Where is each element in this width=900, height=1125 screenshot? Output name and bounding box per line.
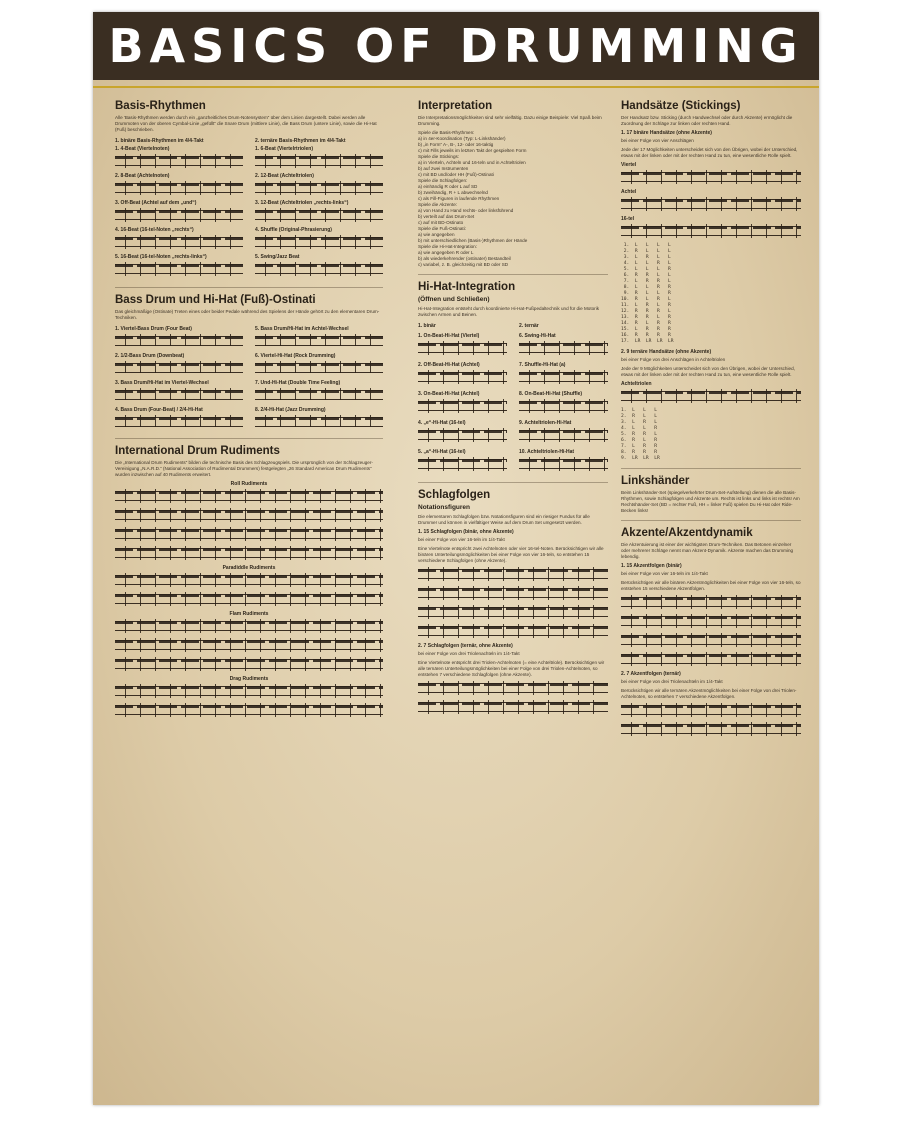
- notation-staff: [418, 605, 608, 619]
- column-middle: [418, 100, 608, 719]
- notation-staff: [418, 370, 507, 384]
- divider: [621, 520, 801, 521]
- hihat-item: [418, 389, 507, 418]
- notation-staff: [115, 415, 243, 427]
- bass-item: [255, 378, 383, 405]
- notation-staff: [621, 170, 801, 184]
- achtel-label: Achtel: [621, 189, 637, 195]
- notation-staff: [621, 722, 801, 736]
- sechzehntel-label: 16-tel: [621, 216, 635, 222]
- bass-item: [115, 351, 243, 378]
- basis-ternary-heading: 2. ternäre Basis-Rhythmen im 4/4-Takt: [255, 138, 346, 144]
- schlagfolgen-h1-text: Eine Viertelnote entspricht zwei Achtelnoten oder vier 16-tel-Noten. Berücksichtigen wir alle binären Unterteilungsmöglichkeiten bei einer Folge von vier 16-teln, so entstehen 15 verschiedene Schlagfolgen (ohne Akzente).: [418, 546, 604, 563]
- interpretation-line: b) verteilt auf das Drum-Set: [418, 214, 475, 219]
- hihat-item: [418, 418, 507, 447]
- notation-staff: [115, 619, 383, 633]
- notation-staff: [621, 633, 801, 647]
- bass-title: Bass Drum und Hi-Hat (Fuß)-Ostinati: [115, 294, 316, 306]
- basis-ternary: [255, 136, 383, 281]
- basis-grid: [115, 136, 383, 281]
- hihat-binary-heading: 1. binär: [418, 323, 436, 329]
- notation-staff: [115, 262, 243, 276]
- hihat-item: [519, 447, 608, 476]
- interpretation-line: a) in 4er-Koordination (Typ: L-Linkshänder): [418, 136, 506, 141]
- notation-staff: [255, 154, 383, 168]
- interpretation-line: a) in Vierteln, Achteln und 16-teln und in Achteltriolen: [418, 160, 526, 165]
- interpretation-line: Spiele die Hi-Hat-Integration:: [418, 244, 477, 249]
- bass-item-label: 2. 1/2-Bass Drum (Downbeat): [115, 353, 185, 359]
- bass-item-label: 4. Bass Drum (Four-Beat) / 2/4-Hi-Hat: [115, 407, 203, 413]
- notation-staff: [255, 388, 383, 400]
- sticking-table-ternary: 1. L L L 2. R L L 3. L R L 4. L L R 5. R R L 6. R L R 7. L R R 8. R R R 9. LR LR LR: [621, 408, 660, 461]
- hihat-item-label: 10. Achteltriolen-Hi-Hat: [519, 449, 575, 455]
- basis-binary-heading: 1. binäre Basis-Rhythmen im 4/4-Takt: [115, 138, 204, 144]
- bass-item: [255, 324, 383, 351]
- akzente-h1-sub: bei einer Folge von vier 16-teln im 1/4-Takt: [621, 571, 708, 576]
- hihat-item-label: 5. „a“-Hi-Hat (16-tel): [418, 449, 466, 455]
- viertel-label: Viertel: [621, 162, 637, 168]
- basis-title: Basis-Rhythmen: [115, 100, 206, 112]
- paradiddle-rudiments-heading: Paradiddle Rudiments: [222, 565, 276, 571]
- notation-staff: [519, 428, 608, 442]
- notation-staff: [115, 388, 243, 400]
- notation-staff: [115, 527, 383, 541]
- interpretation-line: c) variabel, z. B. gleichzeitig mit BD oder SD: [418, 262, 509, 267]
- interpretation-line: Spiele die Fuß-Ostinati:: [418, 226, 466, 231]
- interpretation-line: b) auf zwei Instrumenten: [418, 166, 469, 171]
- bass-item: [115, 378, 243, 405]
- hihat-text: Hi-Hat-Integration entsteht durch koordinierte Hi-Hat-Fußpedaltechnik und für die Motorik zwischen Armen und Beinen.: [418, 306, 600, 317]
- title-rule: [93, 86, 819, 88]
- notation-staff: [519, 370, 608, 384]
- akzente-h2-sub: bei einer Folge von drei Triolenachteln im 1/4-Takt: [621, 679, 723, 684]
- interpretation-line: c) auf mit BD-Ostinato: [418, 220, 464, 225]
- interpretation-line: Spiele die Akzente:: [418, 202, 458, 207]
- handsaetze-text: Der Handsatz bzw. Sticking (durch Handwechsel oder durch Akzente) ermöglicht die Zuordnung der Schläge zur linken oder rechten Hand.: [621, 115, 793, 126]
- handsaetze-h2-text: Jede der 9 Möglichkeiten unterscheidet sich von den Übrigen, wobei der Unterschied, etwas mit der linken oder mit der rechten Hand zu tun, eine wesentliche Rolle spielt.: [621, 366, 795, 377]
- bass-item-label: 7. Und-Hi-Hat (Double Time Feeling): [255, 380, 341, 386]
- notation-staff: [115, 361, 243, 373]
- basis-binary: [115, 136, 243, 281]
- notation-staff: [519, 457, 608, 471]
- handsaetze-h2: 2. 9 ternäre Handsätze (ohne Akzente): [621, 349, 712, 355]
- bass-item: [115, 324, 243, 351]
- notation-staff: [115, 235, 243, 249]
- notation-staff: [418, 624, 608, 638]
- divider: [621, 468, 801, 469]
- hihat-item-label: 2. Off-Beat-Hi-Hat (Achtel): [418, 362, 480, 368]
- notation-staff: [255, 235, 383, 249]
- bass-item: [255, 405, 383, 432]
- notation-staff: [115, 592, 383, 606]
- notation-staff: [418, 700, 608, 714]
- interpretation-line: b) als wiederkehrender (ostinater) Bestandteil: [418, 256, 511, 261]
- hihat-item: [418, 360, 507, 389]
- interpretation-line: b) mit unterschiedlichen (Basis-)Rhythmen der Hände: [418, 238, 528, 243]
- notation-staff: [115, 181, 243, 195]
- hihat-item: [519, 360, 608, 389]
- divider: [115, 287, 383, 288]
- poster: [93, 12, 819, 1105]
- bass-item-label: 8. 2/4-Hi-Hat (Jazz Drumming): [255, 407, 326, 413]
- hihat-item: [519, 331, 608, 360]
- interpretation-line: Spiele die Schlagfolgen:: [418, 178, 468, 183]
- rudiments-title: International Drum Rudiments: [115, 445, 280, 457]
- notation-staff: [418, 457, 507, 471]
- notation-staff: [115, 684, 383, 698]
- bass-grid: [115, 324, 383, 432]
- schlagfolgen-text: Die elementaren Schlagfolgen bzw. Notationsfiguren sind ein riesiger Fundus für alle Drummer und können in vielfältiger Weise auf dem Drum Set umgesetzt werden.: [418, 514, 590, 525]
- notation-staff: [418, 399, 507, 413]
- bass-item-label: 1. Viertel-Bass Drum (Four Beat): [115, 326, 192, 332]
- bass-text: Das gleichmäßige (Ostinate) Treten eines oder beider Pedale während des Spielens der Hände gehört zu den elementaren Drum-Techniken.: [115, 309, 380, 320]
- notation-staff: [621, 224, 801, 238]
- notation-staff: [115, 508, 383, 522]
- hihat-item-label: 4. „e“-Hi-Hat (16-tel): [418, 420, 466, 426]
- notation-staff: [255, 334, 383, 346]
- handsaetze-h1: 1. 17 binäre Handsätze (ohne Akzente): [621, 130, 712, 136]
- notation-staff: [115, 703, 383, 717]
- linkshaender-title: Linkshänder: [621, 475, 690, 487]
- notation-staff: [255, 262, 383, 276]
- hihat-grid: [418, 321, 608, 476]
- basis-item: 1. 4-Beat (Viertelnoten): [115, 146, 170, 152]
- interpretation-list: [418, 130, 608, 268]
- basis-item: 2. 12-Beat (Achteltriolen): [255, 173, 314, 179]
- notation-staff: [621, 197, 801, 211]
- interpretation-line: c) mit Fills jeweils im letzten Takt der gespielten Form: [418, 148, 527, 153]
- interpretation-line: Spiele die Basis-Rhythmen:: [418, 130, 475, 135]
- hihat-item-label: 1. On-Beat-Hi-Hat (Viertel): [418, 333, 480, 339]
- sticking-table-binary: 1. L L L L 2. R L L L 3. L R L L 4. L L R L 5. L L L R 6. R R L L 7. L R R L 8. L L R R 9. R L L R 10. R L R L 11. L R L R 12. R R R L 13. R R L R 14. R L R R 15. L R R R 16. R R R R 17. LR LR LR LR: [621, 243, 674, 344]
- drag-rudiments-heading: Drag Rudiments: [229, 676, 269, 682]
- akzente-h2-text: Berücksichtigen wir alle ternären Akzentmöglichkeiten bei einer Folge von drei Triolen-Achtelnoten, so entstehen 7 verschiedene Akzentfolgen.: [621, 688, 797, 699]
- notation-staff: [255, 361, 383, 373]
- title-banner: [93, 12, 819, 80]
- notation-staff: [621, 389, 801, 403]
- notation-staff: [621, 652, 801, 666]
- bass-item-label: 5. Bass Drum/Hi-Hat im Achtel-Wechsel: [255, 326, 349, 332]
- basis-item: 4. 16-Beat (16-tel-Noten „rechts“): [115, 227, 194, 233]
- interpretation-line: b) zweihändig, R + L abwechselnd: [418, 190, 488, 195]
- hihat-item-label: 3. On-Beat-Hi-Hat (Achtel): [418, 391, 480, 397]
- basis-item: 4. Shuffle (Original-Phrasierung): [255, 227, 332, 233]
- handsaetze-h1-text: Jede der 17 Möglichkeiten unterscheidet sich von den Übrigen, wobei der Unterschied, etwas mit der linken oder mit der rechten Hand zu tun, eine wesentliche Rolle spielt.: [621, 147, 798, 158]
- basis-item: 5. 16-Beat (16-tel-Noten „rechts-links“): [115, 254, 207, 260]
- notation-staff: [115, 208, 243, 222]
- interpretation-line: b) „in Form“ A-, B-, 12- oder 16-taktig: [418, 142, 494, 147]
- notation-staff: [115, 489, 383, 503]
- akzente-title: Akzente/Akzentdynamik: [621, 527, 753, 539]
- handsaetze-h2-sub: bei einer Folge von drei Anschlägen in Achteltriolen: [621, 357, 726, 362]
- schlagfolgen-h2-sub: bei einer Folge von drei Triolenachteln im 1/4-Takt: [418, 651, 520, 656]
- notation-staff: [115, 154, 243, 168]
- bass-item-label: 3. Bass Drum/Hi-Hat im Viertel-Wechsel: [115, 380, 209, 386]
- notation-staff: [621, 703, 801, 717]
- interpretation-text: Die Interpretationsmöglichkeiten sind sehr vielfältig. Dazu einige Beispiele: Viel Spaß beim Drumming.: [418, 115, 602, 126]
- bass-item: [255, 351, 383, 378]
- divider: [418, 274, 608, 275]
- divider: [418, 482, 608, 483]
- hihat-item-label: 7. Shuffle-Hi-Hat (a): [519, 362, 566, 368]
- notation-staff: [255, 415, 383, 427]
- notation-staff: [115, 573, 383, 587]
- interpretation-line: a) von Hand zu Hand rechts- oder linksführend: [418, 208, 514, 213]
- notation-staff: [418, 567, 608, 581]
- notation-staff: [115, 657, 383, 671]
- bass-item: [115, 405, 243, 432]
- hihat-item: [519, 418, 608, 447]
- interpretation-line: Spiele die Stickings:: [418, 154, 460, 159]
- column-right: [621, 100, 801, 741]
- hihat-item-label: 8. On-Beat-Hi-Hat (Shuffle): [519, 391, 583, 397]
- roll-rudiments-heading: Roll Rudiments: [230, 481, 268, 487]
- schlagfolgen-h1-sub: bei einer Folge von vier 16-teln im 1/4-Takt: [418, 537, 505, 542]
- interpretation-line: c) als Fill-Figuren in laufende Rhythmen: [418, 196, 500, 201]
- linkshaender-text: Beim Linkshänder-Set (spiegelverkehrter Drum-Set-Aufstellung) dienen die alle Basis-Rhythmen, sowie Schlagfolgen und Akzente um. Rechts ist links und links ist rechts! Am Rechtshänder-Set (BD = rechter Fuß, HH = linker Fuß) spielen Du Hi-Hat oder Ride-Becken links!: [621, 490, 800, 513]
- interpretation-title: Interpretation: [418, 100, 493, 112]
- schlagfolgen-subtitle: Notationsfiguren: [418, 504, 470, 511]
- hihat-title: Hi-Hat-Integration: [418, 281, 516, 293]
- hihat-ternary-heading: 2. ternär: [519, 323, 539, 329]
- notation-staff: [418, 681, 608, 695]
- notation-staff: [418, 341, 507, 355]
- basis-item: 3. Off-Beat (Achtel auf dem „und“): [115, 200, 197, 206]
- notation-staff: [115, 334, 243, 346]
- notation-staff: [519, 399, 608, 413]
- notation-staff: [621, 614, 801, 628]
- notation-staff: [115, 546, 383, 560]
- interpretation-line: a) wie angegeben R oder L: [418, 250, 474, 255]
- hihat-item: [418, 331, 507, 360]
- notation-staff: [255, 208, 383, 222]
- handsaetze-title: Handsätze (Stickings): [621, 100, 741, 112]
- column-left: [115, 100, 383, 722]
- akzente-h1-text: Berücksichtigen wir alle binären Akzentmöglichkeiten bei einer Folge von vier 16-teln, so entstehen 15 verschiedene Akzentfolgen.: [621, 580, 801, 591]
- schlagfolgen-h2-text: Eine Viertelnote entspricht drei Triolen-Achtelnoten (= eine Achteltriole). Berücksichtigen wir alle ternären Unterteilungsmöglichkeiten bei einer Folge von drei Triolen-Achtelnoten, so entstehen 7 verschiedene Schlagfolgen (ohne Akzente).: [418, 660, 605, 677]
- akzente-text: Die Akzentuierung ist einer der wichtigsten Drum-Techniken. Das Betonen einzelner oder mehrerer Schläge nennt man Akzent-Dynamik. Akzente machen das Drumming lebendig.: [621, 542, 794, 559]
- notation-staff: [255, 181, 383, 195]
- basis-item: 1. 6-Beat (Viertelrtriolen): [255, 146, 313, 152]
- basis-item: 5. Swing/Jazz Beat: [255, 254, 300, 260]
- divider: [115, 438, 383, 439]
- interpretation-line: a) wie angegeben: [418, 232, 455, 237]
- notation-staff: [418, 428, 507, 442]
- hihat-item-label: 6. Swing-Hi-Hat: [519, 333, 556, 339]
- achteltriolen-label: Achteltriolen: [621, 381, 652, 387]
- hihat-item-label: 9. Achteltriolen-Hi-Hat: [519, 420, 572, 426]
- interpretation-line: c) mit BD und/oder HH (Fuß)-Ostinati: [418, 172, 494, 177]
- hihat-subtitle: (Öffnen und Schließen): [418, 296, 490, 303]
- notation-staff: [418, 586, 608, 600]
- flam-rudiments-heading: Flam Rudiments: [229, 611, 269, 617]
- interpretation-line: a) einhändig R oder L auf SD: [418, 184, 478, 189]
- schlagfolgen-h1: 1. 15 Schlagfolgen (binär, ohne Akzente): [418, 529, 514, 535]
- hihat-item: [418, 447, 507, 476]
- schlagfolgen-title: Schlagfolgen: [418, 489, 491, 501]
- basis-item: 3. 12-Beat (Achteltriolen „rechts-links“): [255, 200, 349, 206]
- notation-staff: [519, 341, 608, 355]
- akzente-h2: 2. 7 Akzentfolgen (ternär): [621, 671, 681, 677]
- notation-staff: [115, 638, 383, 652]
- schlagfolgen-h2: 2. 7 Schlagfolgen (ternär, ohne Akzente): [418, 643, 513, 649]
- bass-item-label: 6. Viertel-Hi-Hat (Rock Drumming): [255, 353, 336, 359]
- notation-staff: [621, 595, 801, 609]
- rudiments-text: Die „International Drum Rudiments“ bilden die technische Basis des Schlagzeugspiels. Die ursprünglich von der Schlagzeuger-Vereinigung „N.A.R.D.“ (National Association of Rudimental Drummers) festgelegten „26 Standard American Drum Rudiments“ wurden inzwischen auf 40 Rudiments erweitert.: [115, 460, 373, 477]
- page-title: BASICS OF DRUMMING: [108, 19, 804, 73]
- basis-item: 2. 8-Beat (Achtelnoten): [115, 173, 170, 179]
- hihat-item: [519, 389, 608, 418]
- handsaetze-h1-sub: bei einer Folge von vier Anschlägen: [621, 138, 694, 143]
- akzente-h1: 1. 15 Akzentfolgen (binär): [621, 563, 682, 569]
- basis-text: Alle 'Basis-Rhythmen werden durch ein „ganzheitliches Drum-Notensystem“ über dem Linien dargestellt. Dabei werden alle Drummoten von der oberen Cymbal-Linie „gefüllt“ die Snare Drum (mittlere Linie), die Bass Drum (untere Linie), sowie die Hi-Hat (Fuß) beschrieben.: [115, 115, 377, 132]
